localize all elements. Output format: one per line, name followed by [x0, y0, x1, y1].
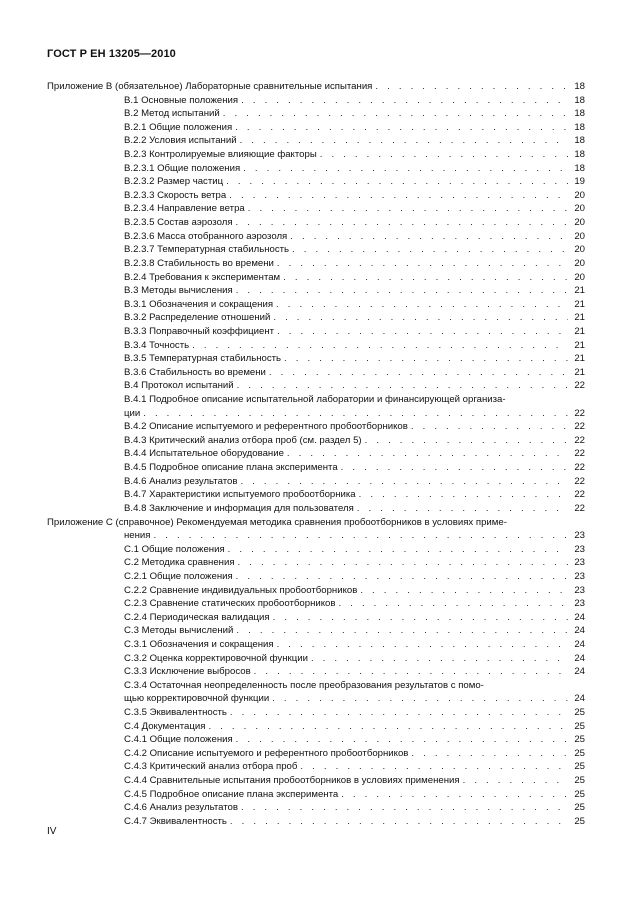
toc-entry-page: 18: [574, 108, 585, 120]
toc-entry-page: 23: [574, 543, 585, 555]
toc-entry-title: С.4.2 Описание испытуемого и референтного пробоотборников: [124, 747, 409, 759]
toc-entry: [47, 434, 585, 448]
toc-entry: [47, 624, 585, 638]
toc-dot-leader: [359, 488, 568, 502]
toc-entry-title: В.4 Протокол испытаний: [124, 380, 234, 392]
toc-entry-page: 21: [574, 366, 585, 378]
toc-entry-page: 22: [574, 434, 585, 446]
toc-dot-leader: [192, 339, 568, 353]
toc-entry-title: С.3.4 Остаточная неопределенность после преобразования результатов с помо-: [124, 679, 484, 691]
toc-entry-page: 20: [574, 271, 585, 283]
toc-entry: [47, 760, 585, 774]
toc-entry-title: С.2.1 Общие положения: [124, 570, 233, 582]
toc-dot-leader: [230, 815, 568, 829]
toc-entry: [47, 325, 585, 339]
toc-entry-title: ции: [124, 407, 141, 419]
toc-entry: [47, 243, 585, 257]
toc-entry-title: В.1 Основные положения: [124, 94, 239, 106]
toc-entry-page: 22: [574, 475, 585, 487]
toc-entry-title: В.4.7 Характеристики испытуемого пробоотборника: [124, 489, 356, 501]
toc-entry-title: В.2.3.5 Состав аэрозоля: [124, 217, 233, 229]
toc-entry: [47, 420, 585, 434]
toc-entry-title: С.4.7 Эквивалентность: [124, 815, 227, 827]
toc-dot-leader: [375, 80, 568, 94]
toc-entry-page: 25: [574, 775, 585, 787]
toc-entry: [47, 679, 585, 693]
toc-entry: [47, 202, 585, 216]
toc-dot-leader: [269, 366, 568, 380]
toc-entry-page: 22: [574, 421, 585, 433]
toc-entry-title: В.3.2 Распределение отношений: [124, 312, 271, 324]
toc-dot-leader: [272, 692, 568, 706]
toc-entry-title: С.2.2 Сравнение индивидуальных пробоотборников: [124, 584, 358, 596]
toc-entry: [47, 162, 585, 176]
toc-entry-page: 20: [574, 203, 585, 215]
toc-entry: [47, 733, 585, 747]
toc-entry-page: 25: [574, 815, 585, 827]
toc-dot-leader: [341, 461, 568, 475]
toc-dot-leader: [273, 311, 568, 325]
toc-dot-leader: [243, 162, 568, 176]
toc-entry-page: 21: [574, 285, 585, 297]
toc-entry-page: 25: [574, 802, 585, 814]
toc-entry-title: С.4 Документация: [124, 720, 206, 732]
toc-dot-leader: [311, 652, 568, 666]
toc-entry-title: В.4.4 Испытательное оборудование: [124, 448, 284, 460]
toc-dot-leader: [284, 352, 568, 366]
toc-entry: [47, 692, 585, 706]
toc-dot-leader: [357, 502, 568, 516]
toc-entry-title: С.1 Общие положения: [124, 543, 225, 555]
toc-entry-page: 24: [574, 638, 585, 650]
toc-entry-page: 25: [574, 747, 585, 759]
toc-dot-leader: [223, 107, 568, 121]
toc-entry-title: С.3.3 Исключение выбросов: [124, 666, 251, 678]
toc-entry-page: 19: [574, 176, 585, 188]
toc-entry: [47, 665, 585, 679]
toc-dot-leader: [320, 148, 568, 162]
toc-entry-page: 22: [574, 462, 585, 474]
toc-entry-title: В.2.2 Условия испытаний: [124, 135, 237, 147]
toc-entry: [47, 107, 585, 121]
toc-entry-page: 24: [574, 693, 585, 705]
toc-entry-title: В.2.3.2 Размер частиц: [124, 176, 224, 188]
toc-entry: [47, 747, 585, 761]
toc-dot-leader: [241, 94, 568, 108]
toc-entry-page: 22: [574, 489, 585, 501]
toc-entry-page: 21: [574, 325, 585, 337]
toc-dot-leader: [360, 584, 568, 598]
toc-entry-title: В.2.3.4 Направление ветра: [124, 203, 245, 215]
toc-entry-page: 25: [574, 707, 585, 719]
toc-entry-page: 25: [574, 788, 585, 800]
toc-entry-page: 25: [574, 761, 585, 773]
toc-entry-title: С.4.1 Общие положения: [124, 734, 233, 746]
toc-entry-page: 24: [574, 666, 585, 678]
toc-entry-title: В.2 Метод испытаний: [124, 108, 220, 120]
toc-dot-leader: [277, 257, 568, 271]
toc-dot-leader: [276, 298, 568, 312]
toc-entry-page: 23: [574, 584, 585, 596]
toc-entry-page: 25: [574, 720, 585, 732]
toc-entry-title: С.4.5 Подробное описание плана эксперимента: [124, 788, 339, 800]
toc-entry-title: нения: [124, 530, 151, 542]
toc-entry: [47, 570, 585, 584]
toc-entry-page: 20: [574, 217, 585, 229]
toc-entry-title: С.3 Методы вычислений: [124, 625, 234, 637]
toc-entry-page: 23: [574, 557, 585, 569]
toc-entry-title: В.4.8 Заключение и информация для пользователя: [124, 502, 354, 514]
toc-entry: [47, 379, 585, 393]
toc-entry: [47, 488, 585, 502]
toc-entry-page: 18: [574, 162, 585, 174]
toc-entry: [47, 801, 585, 815]
toc-entry: [47, 638, 585, 652]
toc-entry-title: В.4.2 Описание испытуемого и референтного пробоотборников: [124, 421, 408, 433]
toc-entry: [47, 271, 585, 285]
toc-entry: [47, 611, 585, 625]
toc-entry: [47, 652, 585, 666]
toc-entry: [47, 94, 585, 108]
toc-entry-title: С.2 Методика сравнения: [124, 557, 235, 569]
toc-dot-leader: [283, 271, 568, 285]
toc-entry-title: Приложение С (справочное) Рекомендуемая методика сравнения пробоотборников в условиях приме-: [47, 516, 507, 528]
toc-entry-title: В.2.4 Требования к экспериментам: [124, 271, 281, 283]
toc-entry-title: С.4.6 Анализ результатов: [124, 802, 238, 814]
toc-entry-title: С.4.4 Сравнительные испытания пробоотборников в условиях применения: [124, 775, 460, 787]
toc-entry-page: 25: [574, 734, 585, 746]
toc-entry-page: 20: [574, 230, 585, 242]
toc-entry: [47, 706, 585, 720]
toc-entry: [47, 774, 585, 788]
toc-dot-leader: [235, 121, 568, 135]
toc-entry: [47, 352, 585, 366]
toc-entry-title: В.4.6 Анализ результатов: [124, 475, 238, 487]
toc-entry-page: 21: [574, 298, 585, 310]
toc-entry-page: 21: [574, 339, 585, 351]
toc-entry: [47, 529, 585, 543]
toc-entry: [47, 788, 585, 802]
toc-dot-leader: [240, 475, 568, 489]
toc-entry-title: В.2.3.1 Общие положения: [124, 162, 241, 174]
toc-dot-leader: [277, 325, 568, 339]
toc-dot-leader: [236, 733, 568, 747]
toc-dot-leader: [143, 407, 568, 421]
toc-entry-title: В.3.3 Поправочный коэффициент: [124, 325, 275, 337]
toc-entry-title: С.4.3 Критический анализ отбора проб: [124, 761, 298, 773]
toc-entry: [47, 148, 585, 162]
toc-entry-title: В.2.1 Общие положения: [124, 121, 233, 133]
toc-entry-page: 24: [574, 652, 585, 664]
toc-entry-title: В.3.1 Обозначения и сокращения: [124, 298, 274, 310]
toc-entry: [47, 502, 585, 516]
toc-dot-leader: [463, 774, 568, 788]
toc-dot-leader: [411, 747, 568, 761]
toc-entry: [47, 311, 585, 325]
toc-entry-page: 20: [574, 244, 585, 256]
toc-entry: [47, 366, 585, 380]
toc-dot-leader: [230, 706, 568, 720]
toc-entry-page: 23: [574, 570, 585, 582]
toc-entry-title: С.3.1 Обозначения и сокращения: [124, 638, 274, 650]
toc-entry: [47, 461, 585, 475]
toc-dot-leader: [277, 638, 568, 652]
toc-entry: [47, 175, 585, 189]
toc-entry-title: С.3.5 Эквивалентность: [124, 707, 227, 719]
toc-dot-leader: [248, 202, 568, 216]
toc-entry: [47, 720, 585, 734]
toc-entry: [47, 584, 585, 598]
toc-dot-leader: [411, 420, 568, 434]
toc-entry: [47, 189, 585, 203]
toc-entry-title: В.3 Методы вычисления: [124, 285, 233, 297]
toc-entry: [47, 80, 585, 94]
toc-entry: [47, 407, 585, 421]
toc-entry-page: 23: [574, 530, 585, 542]
toc-entry: [47, 339, 585, 353]
toc-entry: [47, 393, 585, 407]
toc-entry-title: Приложение В (обязательное) Лабораторные сравнительные испытания: [47, 81, 373, 92]
toc-dot-leader: [290, 230, 568, 244]
toc-dot-leader: [300, 760, 568, 774]
toc-dot-leader: [226, 175, 568, 189]
toc-entry-title: В.2.3.3 Скорость ветра: [124, 189, 227, 201]
toc-entry-page: 24: [574, 625, 585, 637]
toc-entry-page: 18: [574, 94, 585, 106]
toc-entry-title: С.2.4 Периодическая валидация: [124, 611, 270, 623]
toc-entry-page: 20: [574, 257, 585, 269]
toc-entry: [47, 230, 585, 244]
toc-entry-title: В.2.3 Контролируемые влияющие факторы: [124, 149, 317, 161]
toc-entry: [47, 597, 585, 611]
toc-dot-leader: [154, 529, 569, 543]
toc-entry: [47, 447, 585, 461]
toc-entry-title: В.4.3 Критический анализ отбора проб (см. раздел 5): [124, 434, 362, 446]
toc-entry-title: В.4.1 Подробное описание испытательной лаборатории и финансирующей организа-: [124, 394, 506, 406]
toc-entry-title: В.3.6 Стабильность во времени: [124, 366, 266, 378]
toc-entry-title: В.2.3.8 Стабильность во времени: [124, 257, 274, 269]
toc-dot-leader: [241, 801, 568, 815]
document-header: ГОСТ Р ЕН 13205—2010: [47, 48, 176, 60]
toc-entry-title: В.2.3.7 Температурная стабильность: [124, 244, 290, 256]
toc-entry-page: 22: [574, 407, 585, 419]
toc-entry-page: 21: [574, 312, 585, 324]
toc-dot-leader: [240, 134, 568, 148]
toc-entry-title: С.3.2 Оценка корректировочной функции: [124, 652, 308, 664]
toc-entry-title: В.3.5 Температурная стабильность: [124, 353, 282, 365]
toc-dot-leader: [292, 243, 568, 257]
toc-entry-page: 23: [574, 598, 585, 610]
toc-dot-leader: [237, 379, 568, 393]
toc-dot-leader: [273, 611, 568, 625]
toc-dot-leader: [228, 543, 568, 557]
toc-entry: [47, 298, 585, 312]
toc-entry: [47, 516, 585, 530]
toc-entry-page: 21: [574, 353, 585, 365]
toc-dot-leader: [238, 556, 568, 570]
toc-entry-page: 18: [574, 81, 585, 92]
toc-entry: [47, 121, 585, 135]
toc-entry-page: 18: [574, 149, 585, 161]
toc-entry-page: 18: [574, 135, 585, 147]
toc-entry-page: 20: [574, 189, 585, 201]
toc-dot-leader: [208, 720, 568, 734]
toc-entry-title: С.2.3 Сравнение статических пробоотборников: [124, 598, 336, 610]
toc-dot-leader: [236, 216, 568, 230]
toc-entry: [47, 216, 585, 230]
toc-entry-title: В.3.4 Точность: [124, 339, 190, 351]
toc-entry: [47, 257, 585, 271]
toc-entry: [47, 543, 585, 557]
toc-dot-leader: [338, 597, 568, 611]
toc-dot-leader: [254, 665, 568, 679]
page-number: IV: [47, 826, 57, 837]
toc-dot-leader: [236, 570, 568, 584]
toc-dot-leader: [236, 284, 568, 298]
toc-dot-leader: [341, 788, 568, 802]
toc-entry-title: В.4.5 Подробное описание плана эксперимента: [124, 462, 338, 474]
toc-entry: [47, 556, 585, 570]
toc-entry-page: 18: [574, 121, 585, 133]
toc-dot-leader: [236, 624, 568, 638]
toc-dot-leader: [287, 447, 568, 461]
toc-dot-leader: [365, 434, 568, 448]
toc-entry-page: 24: [574, 611, 585, 623]
toc-entry: [47, 134, 585, 148]
toc-entry: [47, 815, 585, 829]
toc-entry: [47, 475, 585, 489]
table-of-contents: [47, 80, 585, 829]
toc-entry-page: 22: [574, 448, 585, 460]
toc-entry: [47, 284, 585, 298]
toc-entry-page: 22: [574, 380, 585, 392]
toc-entry-title: В.2.3.6 Масса отобранного аэрозоля: [124, 230, 288, 242]
toc-entry-title: щью корректировочной функции: [124, 693, 270, 705]
toc-entry-page: 22: [574, 502, 585, 514]
toc-dot-leader: [229, 189, 568, 203]
